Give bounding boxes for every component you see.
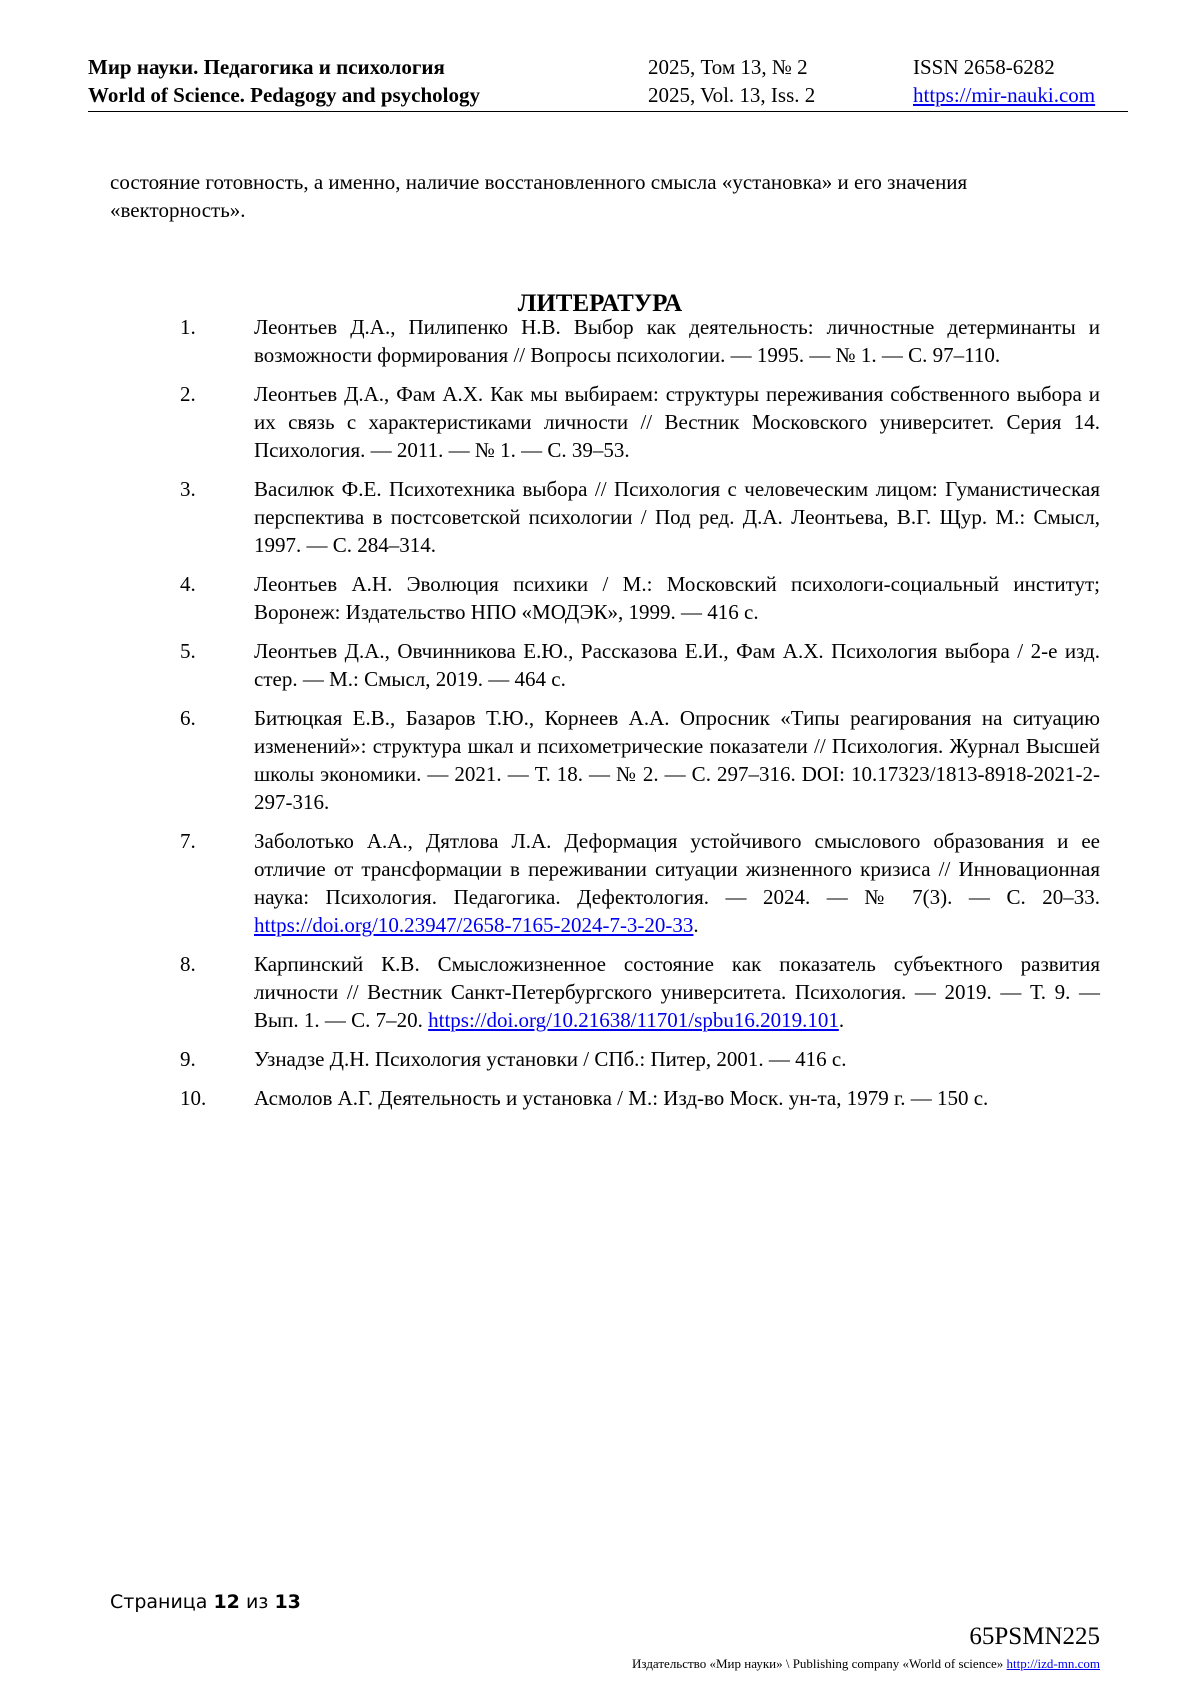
- reference-text: Василюк Ф.Е. Психотехника выбора // Психология с человеческим лицом: Гуманистическая перспектива в постсоветской психологии / Под ред. Д.А. Леонтьева, В.Г. Щур. М.: Смысл, 1997. — С. 284–314.: [254, 477, 1100, 557]
- reference-text: Леонтьев Д.А., Пилипенко Н.В. Выбор как деятельность: личностные детерминанты и возможности формирования // Вопросы психологии. — 1995. — № 1. — С. 97–110.: [254, 315, 1100, 367]
- reference-number: 2.: [180, 382, 196, 406]
- literature-heading: ЛИТЕРАТУРА: [517, 289, 683, 317]
- reference-item: [180, 313, 1100, 369]
- page-counter: [110, 1590, 301, 1614]
- page-word: Страница: [110, 1591, 208, 1613]
- reference-number: 9.: [180, 1047, 196, 1071]
- reference-item: [180, 950, 1100, 1034]
- reference-item: [180, 827, 1100, 939]
- reference-item: [180, 704, 1100, 816]
- header-divider: [88, 111, 1128, 112]
- reference-item: [180, 475, 1100, 559]
- reference-text: Битюцкая Е.В., Базаров Т.Ю., Корнеев А.А. Опросник «Типы реагирования на ситуацию изменений»: структура шкал и психометрические показатели // Психология. Журнал Высшей школы экономики. — 2021. — Т. 18. — № 2. — С. 297–316. DOI: 10.17323/1813-8918-2021-2-297-316.: [254, 706, 1100, 814]
- article-code: 65PSMN225: [969, 1623, 1100, 1650]
- reference-text: Узнадзе Д.Н. Психология установки / СПб.: Питер, 2001. — 416 с.: [254, 1047, 847, 1071]
- publisher-text: Издательство «Мир науки» \ Publishing company «World of science»: [632, 1656, 1007, 1671]
- journal-title-block: [88, 53, 480, 109]
- reference-doi-link[interactable]: https://doi.org/10.21638/11701/spbu16.2019.101: [428, 1008, 839, 1032]
- reference-item: [180, 1084, 1100, 1112]
- reference-number: 8.: [180, 952, 196, 976]
- publisher-link[interactable]: http://izd-mn.com: [1006, 1656, 1100, 1671]
- reference-text: Асмолов А.Г. Деятельность и установка / М.: Изд-во Моск. ун-та, 1979 г. — 150 с.: [254, 1086, 989, 1110]
- reference-number: 3.: [180, 477, 196, 501]
- reference-end: .: [693, 913, 699, 937]
- journal-header: [88, 53, 1128, 113]
- intro-paragraph: состояние готовность, а именно, наличие восстановленного смысла «установка» и его значения «векторность».: [110, 170, 968, 222]
- reference-item: [180, 570, 1100, 626]
- reference-text: Леонтьев А.Н. Эволюция психики / М.: Московский психологи-социальный институт; Воронеж: Издательство НПО «МОДЭК», 1999. — 416 с.: [254, 572, 1100, 624]
- reference-end: .: [838, 1008, 845, 1032]
- journal-site-link[interactable]: https://mir-nauki.com: [913, 83, 1096, 107]
- issue-ru: 2025, Том 13, № 2: [648, 55, 808, 79]
- journal-title-ru: Мир науки. Педагогика и психология: [88, 55, 445, 79]
- publisher-footer: [632, 1656, 1100, 1672]
- journal-title-en: World of Science. Pedagogy and psychology: [88, 83, 481, 107]
- reference-text: Леонтьев Д.А., Фам А.Х. Как мы выбираем: структуры переживания собственного выбора и их связь с характеристиками личности // Вестник Московского университет. Серия 14. Психология. — 2011. — № 1. — С. 39–53.: [254, 382, 1100, 462]
- page-current: 12: [213, 1591, 240, 1613]
- reference-number: 5.: [180, 639, 196, 663]
- reference-number: 6.: [180, 706, 196, 730]
- page-total: 13: [274, 1591, 301, 1613]
- reference-text: Заболотько А.А., Дятлова Л.А. Деформация устойчивого смыслового образования и ее отличие от трансформации в переживании ситуации жизненного кризиса // Инновационная наука: Психология. Педагогика. Дефектология. — 2024. — № 7(3). — С. 20–33.: [254, 829, 1100, 909]
- reference-number: 10.: [180, 1086, 207, 1110]
- page-of: из: [245, 1591, 269, 1613]
- reference-list: [180, 313, 1100, 1123]
- reference-item: [180, 1045, 1100, 1073]
- issn-block: [913, 53, 1095, 109]
- reference-item: [180, 380, 1100, 464]
- reference-number: 1.: [180, 315, 196, 339]
- reference-number: 7.: [180, 829, 196, 853]
- issue-en: 2025, Vol. 13, Iss. 2: [648, 83, 816, 107]
- issue-block: [648, 53, 815, 109]
- issn: ISSN 2658-6282: [913, 55, 1055, 79]
- reference-doi-link[interactable]: https://doi.org/10.23947/2658-7165-2024-7-3-20-33: [254, 913, 694, 937]
- reference-text: Карпинский К.В. Смысложизненное состояние как показатель субъектного развития личности // Вестник Санкт-Петербургского университета. Психология. — 2019. — Т. 9. — Вып. 1. — С. 7–20.: [254, 952, 1100, 1032]
- reference-number: 4.: [180, 572, 196, 596]
- reference-item: [180, 637, 1100, 693]
- reference-text: Леонтьев Д.А., Овчинникова Е.Ю., Рассказова Е.И., Фам А.Х. Психология выбора / 2-е изд. стер. — М.: Смысл, 2019. — 464 с.: [254, 639, 1100, 691]
